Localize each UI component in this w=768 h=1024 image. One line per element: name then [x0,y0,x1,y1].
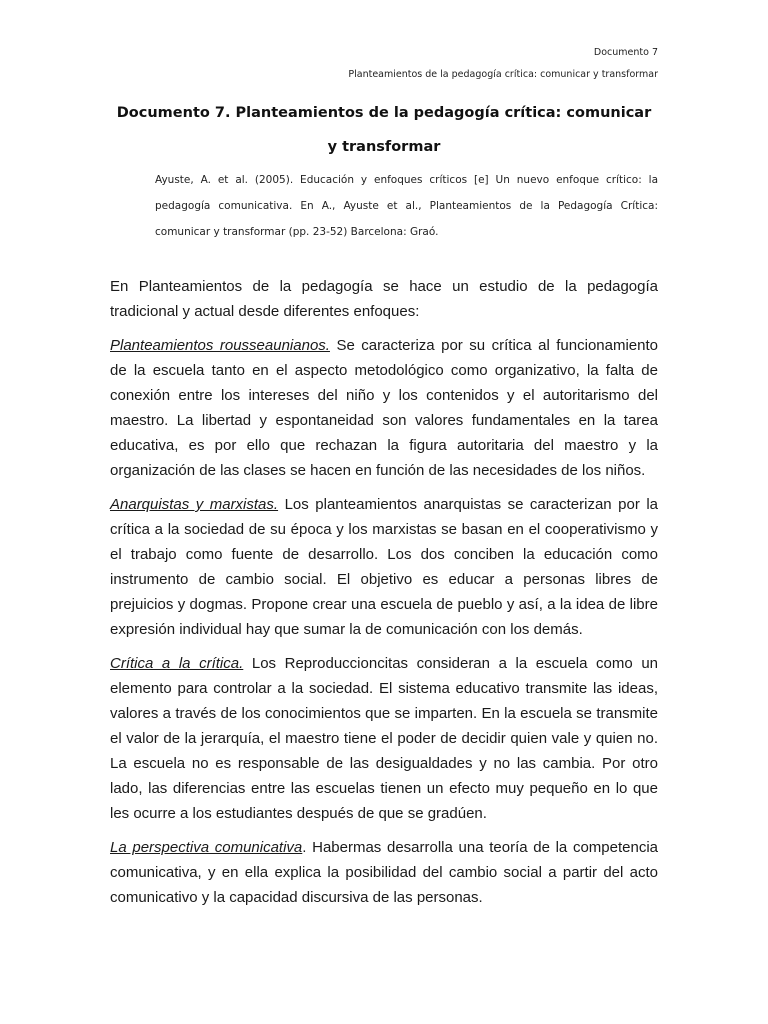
section-lead: La perspectiva comunicativa [110,839,303,856]
section-text: Los planteamientos anarquistas se caracterizan por la crítica a la sociedad de su época y los marxistas se basan en el cooperativismo y el trabajo como fuente de desarrollo. Los dos conciben la educación como instrumento de cambio social. El objetivo es educar a personas libres de prejuicios y dogmas. Propone crear una escuela de pueblo y así, a la idea de libre expresión individual hay que sumar la de comunicación con los demás. [110,496,658,638]
header-subtitle: Planteamientos de la pedagogía crítica: comunicar y transformar [348,69,658,80]
running-header [348,42,658,86]
section-lead: Crítica a la crítica. [110,655,244,672]
section-paragraph-comunicativa [110,835,658,910]
section-text: . Habermas desarrolla una teoría de la competencia comunicativa, y en ella explica la posibilidad del cambio social a partir del acto comunicativo y la capacidad discursiva de las personas. [110,839,658,906]
header-doc-label: Documento 7 [593,47,658,58]
section-paragraph-anarquistas [110,492,658,642]
intro-paragraph: En Planteamientos de la pedagogía se hace un estudio de la pedagogía tradicional y actual desde diferentes enfoques: [110,278,658,320]
section-lead: Anarquistas y marxistas. [110,496,279,513]
section-text: Los Reproduccioncitas consideran a la escuela como un elemento para controlar a la sociedad. El sistema educativo transmite las ideas, valores a través de los conocimientos que se imparten. En la escuela se transmite el valor de la jerarquía, el maestro tiene el poder de decidir quien vale y quien no. La escuela no es responsable de las desigualdades y no las cambia. Por otro lado, las diferencias entre las escuelas tienen un efecto muy pequeño en lo que les ocurre a los estudiantes después de que se gradúen. [110,655,658,822]
document-body [110,274,658,919]
section-paragraph-critica [110,651,658,826]
document-title: Documento 7. Planteamientos de la pedagogía crítica: comunicar y transformar [116,105,652,155]
section-text: Se caracteriza por su crítica al funcionamiento de la escuela tanto en el aspecto metodológico como organizativo, la falta de conexión entre los intereses del niño y los contenidos y el autoritarismo del maestro. La libertad y espontaneidad son valores fundamentales en la tarea educativa, es por ello que rechazan la figura autoritaria del maestro y la organización de las clases se hacen en función de las necesidades de los niños. [110,337,658,479]
section-paragraph-rousseaunianos [110,333,658,483]
section-lead: Planteamientos rousseaunianos. [110,337,330,354]
bibliographic-citation: Ayuste, A. et al. (2005). Educación y enfoques críticos [e] Un nuevo enfoque crítico: la pedagogía comunicativa. En A., Ayuste et al., Planteamientos de la Pedagogía Crítica: comunicar y transformar (pp. 23-52) Barcelona: Graó. [155,174,658,238]
